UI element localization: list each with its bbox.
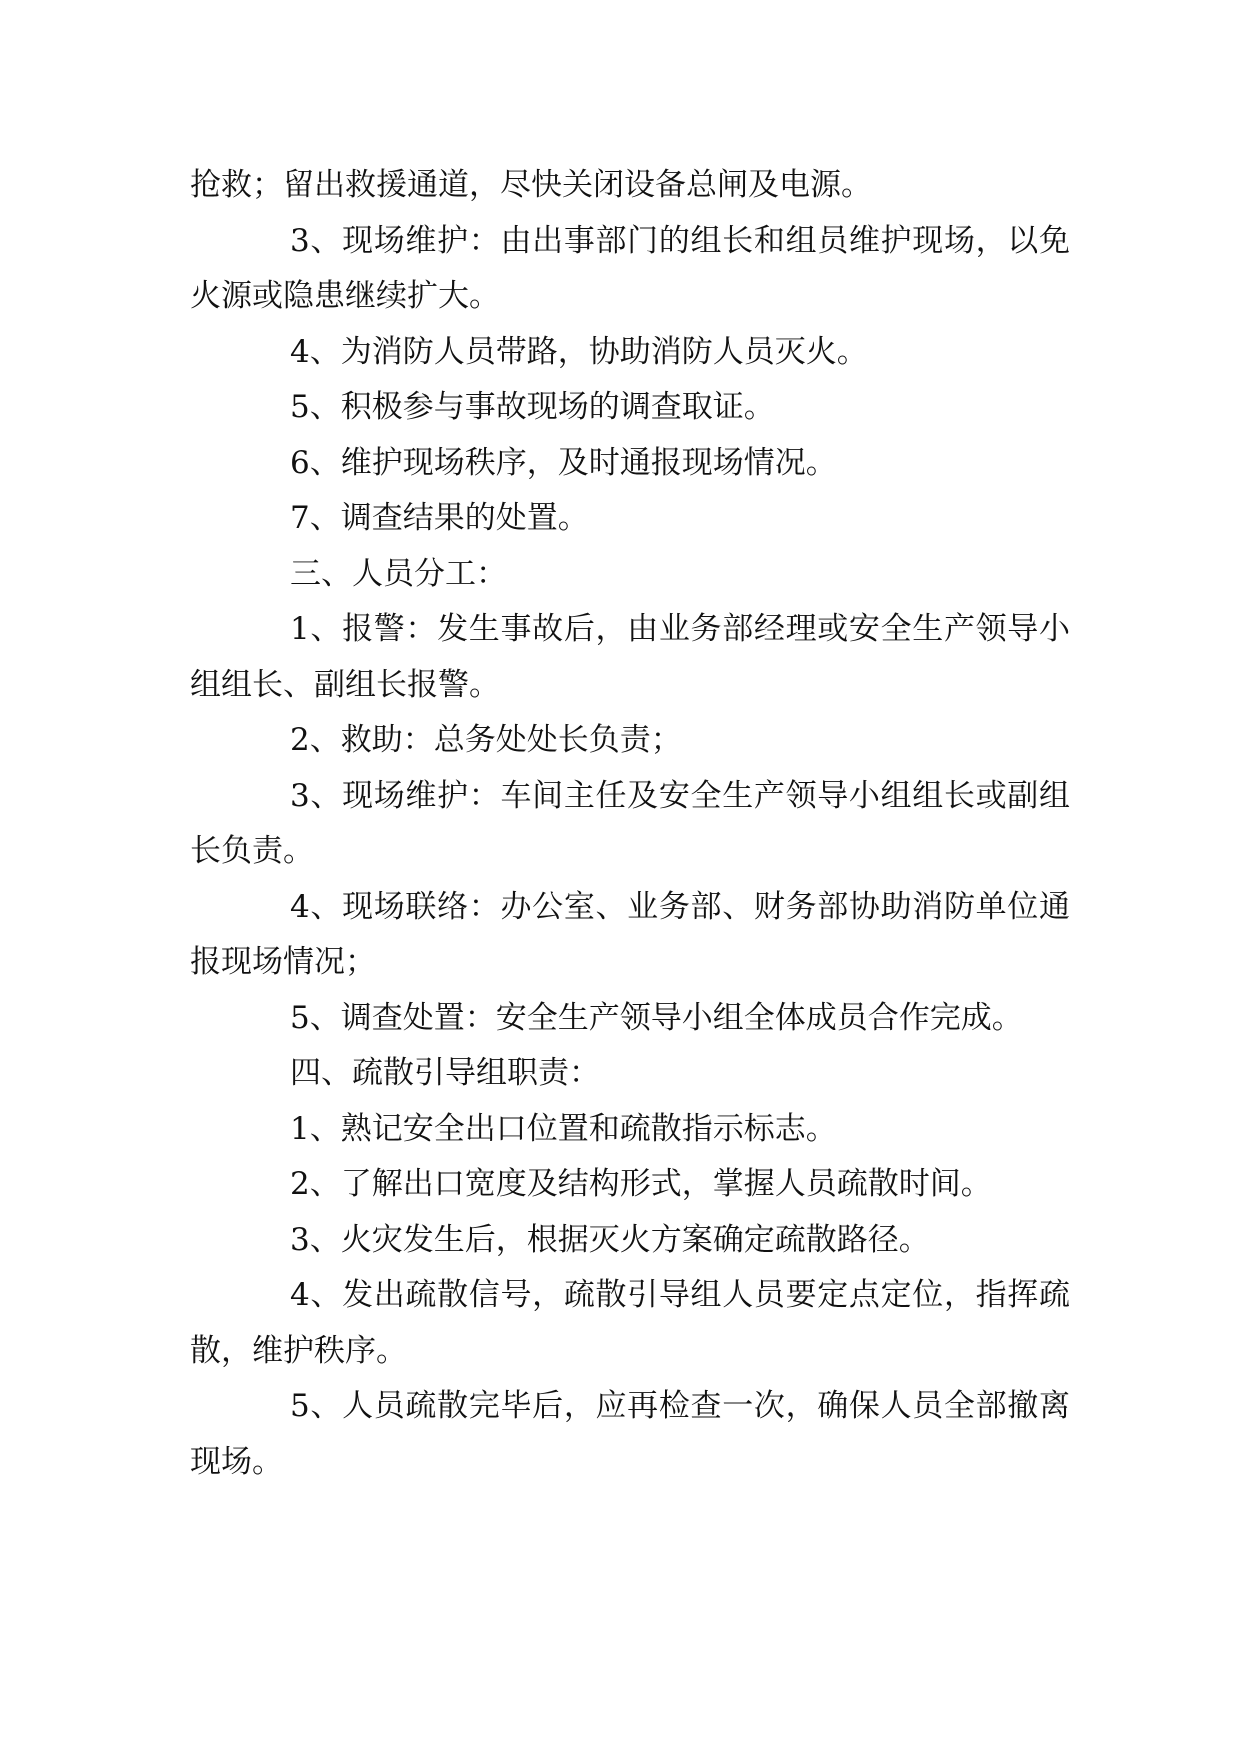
paragraph: 5、人员疏散完毕后，应再检查一次，确保人员全部撤离现场。 — [190, 1388, 1070, 1480]
paragraph: 1、熟记安全出口位置和疏散指示标志。 — [290, 1110, 837, 1147]
paragraph: 1、报警：发生事故后，由业务部经理或安全生产领导小组组长、副组长报警。 — [190, 611, 1070, 703]
paragraph: 4、发出疏散信号，疏散引导组人员要定点定位，指挥疏散，维护秩序。 — [190, 1277, 1070, 1369]
paragraph: 4、为消防人员带路，协助消防人员灭火。 — [290, 333, 868, 370]
section-heading: 四、疏散引导组职责： — [290, 1055, 600, 1091]
paragraph: 4、现场联络：办公室、业务部、财务部协助消防单位通报现场情况； — [190, 888, 1070, 980]
paragraph: 3、火灾发生后，根据灭火方案确定疏散路径。 — [290, 1221, 930, 1258]
document-body — [190, 158, 1070, 1490]
paragraph: 5、调查处置：安全生产领导小组全体成员合作完成。 — [290, 999, 1023, 1036]
paragraph: 2、救助：总务处处长负责； — [290, 722, 682, 758]
paragraph: 3、现场维护：车间主任及安全生产领导小组组长或副组长负责。 — [190, 777, 1070, 869]
paragraph: 3、现场维护：由出事部门的组长和组员维护现场，以免火源或隐患继续扩大。 — [190, 222, 1070, 314]
section-heading: 三、人员分工： — [290, 555, 507, 592]
paragraph: 7、调查结果的处置。 — [290, 500, 589, 536]
paragraph: 6、维护现场秩序，及时通报现场情况。 — [290, 444, 837, 481]
paragraph: 2、了解出口宽度及结构形式，掌握人员疏散时间。 — [290, 1166, 992, 1202]
paragraph: 抢救；留出救援通道，尽快关闭设备总闸及电源。 — [190, 167, 872, 203]
paragraph: 5、积极参与事故现场的调查取证。 — [290, 389, 775, 425]
